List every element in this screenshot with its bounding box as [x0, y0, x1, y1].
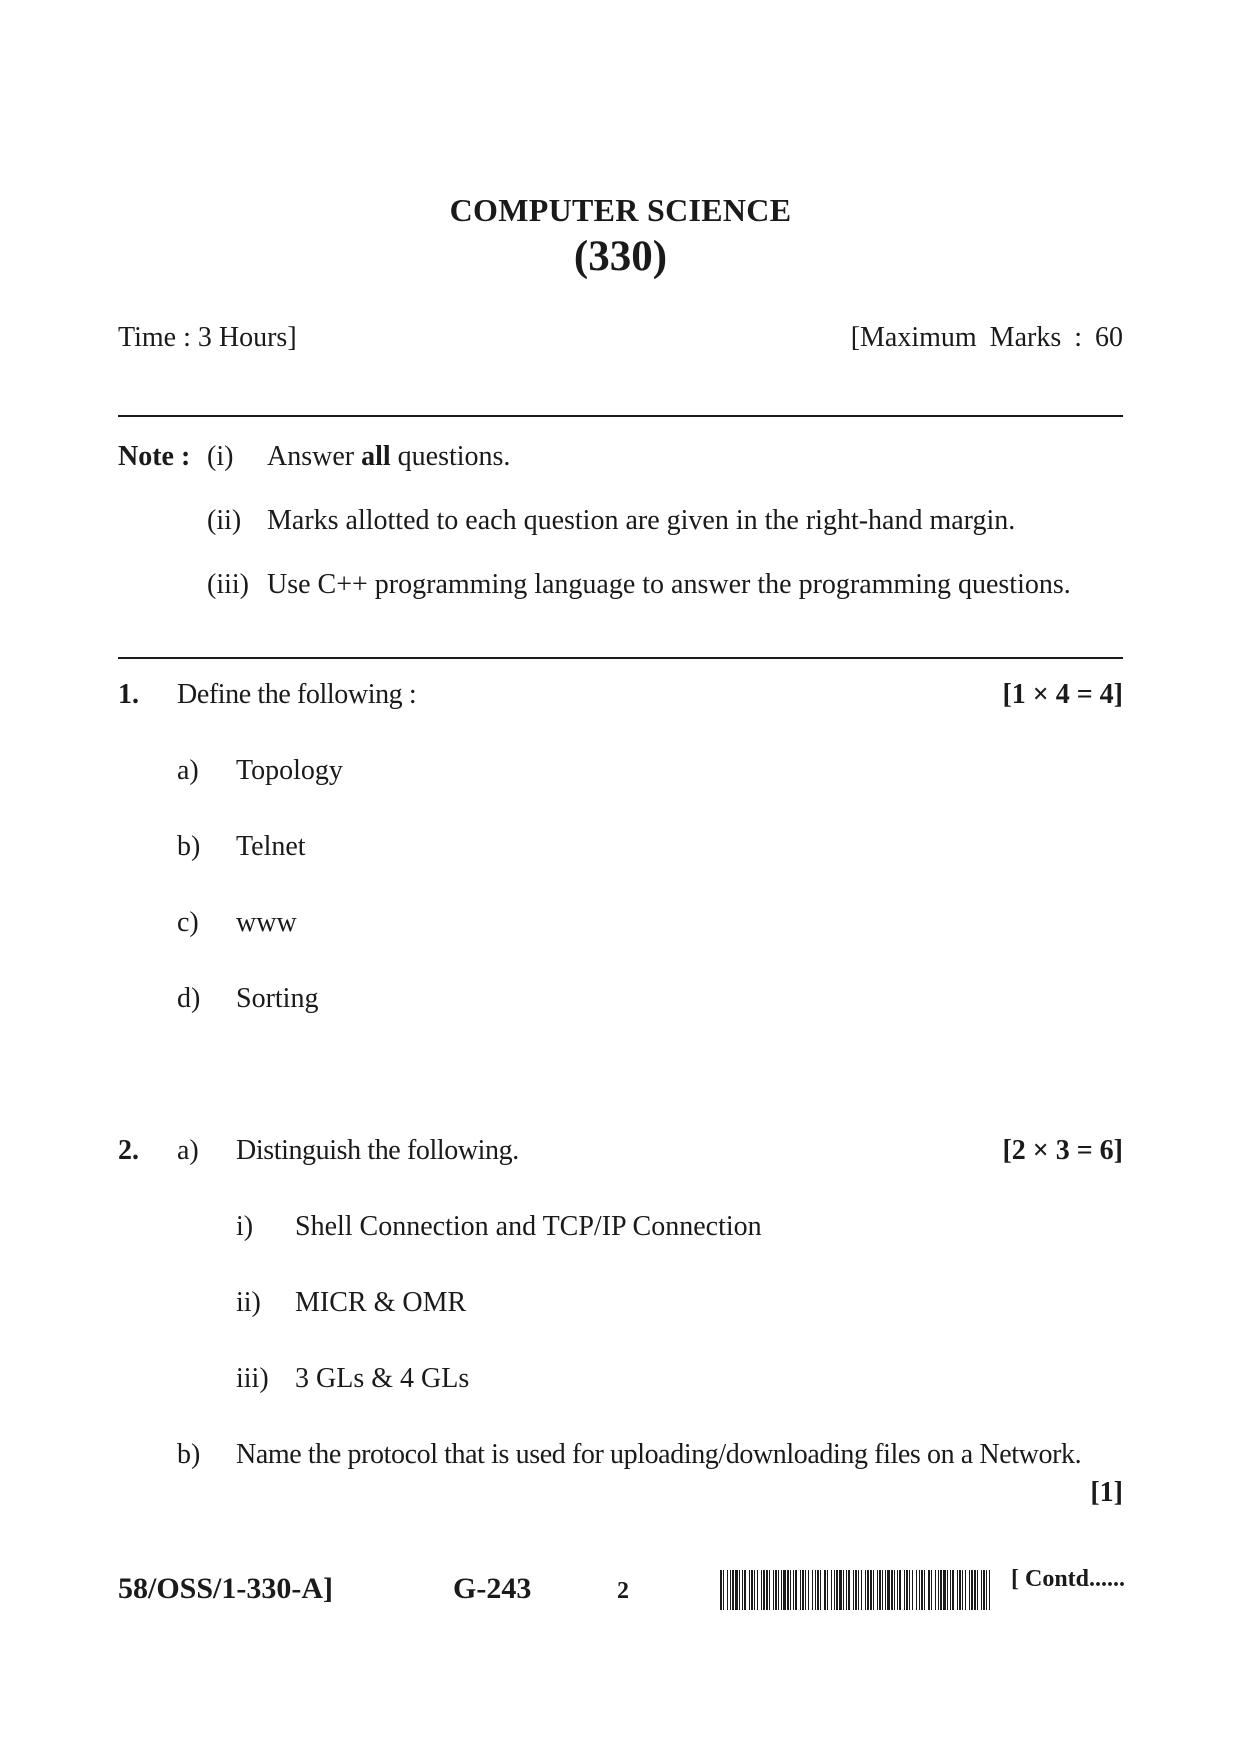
- note-text-emphasis: all: [361, 441, 391, 472]
- barcode-bar: [931, 1570, 932, 1610]
- barcode-bar: [965, 1570, 966, 1610]
- sub-item-text: Sorting: [236, 983, 319, 1014]
- barcode-bar: [761, 1570, 762, 1610]
- barcode-bar: [924, 1570, 925, 1610]
- barcode-bar: [981, 1570, 982, 1610]
- barcode-bar: [751, 1570, 753, 1610]
- barcode-bar: [824, 1570, 826, 1610]
- barcode-bar: [855, 1570, 857, 1610]
- note-text-part: Answer: [267, 441, 362, 472]
- barcode-bar: [836, 1570, 838, 1610]
- continued-marker: [ Contd......: [1011, 1566, 1126, 1592]
- barcode-bar: [735, 1570, 738, 1610]
- barcode-bar: [873, 1570, 874, 1610]
- time-allowed: Time : 3 Hours]: [118, 322, 297, 353]
- barcode-bar: [921, 1570, 923, 1610]
- barcode-bar: [723, 1570, 724, 1610]
- barcode-bar: [817, 1570, 819, 1610]
- divider: [118, 415, 1123, 417]
- barcode-bar: [853, 1570, 854, 1610]
- sub-question-label: a): [177, 1135, 199, 1166]
- barcode-bar: [969, 1570, 970, 1610]
- barcode-bar: [773, 1570, 774, 1610]
- note-item-text: [267, 441, 510, 473]
- barcode-bar: [775, 1570, 777, 1610]
- barcode-bar: [763, 1570, 765, 1610]
- barcode: [720, 1570, 990, 1610]
- barcode-bar: [928, 1570, 930, 1610]
- sub-item-text: MICR & OMR: [295, 1287, 467, 1318]
- question-text: Define the following :: [177, 679, 417, 710]
- barcode-bar: [912, 1570, 913, 1610]
- barcode-bar: [754, 1570, 755, 1610]
- maximum-marks: [Maximum Marks : 60: [850, 322, 1123, 353]
- barcode-bar: [815, 1570, 816, 1610]
- barcode-bar: [739, 1570, 740, 1610]
- sub-item-label: a): [177, 755, 199, 786]
- barcode-bar: [952, 1570, 954, 1610]
- barcode-bar: [766, 1570, 768, 1610]
- barcode-bar: [843, 1570, 844, 1610]
- barcode-bar: [727, 1570, 728, 1610]
- question-marks: [2 × 3 = 6]: [1002, 1135, 1123, 1166]
- barcode-bar: [950, 1570, 951, 1610]
- barcode-bar: [846, 1570, 847, 1610]
- barcode-bar: [861, 1570, 862, 1610]
- barcode-bar: [879, 1570, 881, 1610]
- barcode-bar: [904, 1570, 905, 1610]
- sub-question-label: b): [177, 1439, 201, 1470]
- barcode-bar: [882, 1570, 883, 1610]
- note-item-number: (ii): [207, 505, 242, 536]
- barcode-bar: [938, 1570, 939, 1610]
- barcode-bar: [957, 1570, 958, 1610]
- barcode-bar: [983, 1570, 985, 1610]
- barcode-bar: [894, 1570, 895, 1610]
- barcode-bar: [867, 1570, 869, 1610]
- sub-item-label: c): [177, 907, 199, 938]
- barcode-bar: [730, 1570, 731, 1610]
- note-item-number: (i): [207, 441, 234, 472]
- note-item-text: Use C++ programming language to answer the programming questions.: [267, 569, 1071, 600]
- sub-item-label: b): [177, 831, 201, 862]
- divider: [118, 657, 1123, 659]
- paper-code: 58/OSS/1-330-A]: [118, 1572, 334, 1605]
- barcode-bar: [827, 1570, 828, 1610]
- barcode-bar: [749, 1570, 750, 1610]
- sub-item-text: www: [236, 907, 297, 938]
- sub-item-label: i): [236, 1211, 254, 1242]
- note-item-text: Marks allotted to each question are given in the right-hand margin.: [267, 505, 1016, 536]
- barcode-bar: [877, 1570, 878, 1610]
- sub-item-label: ii): [236, 1287, 261, 1318]
- barcode-bar: [887, 1570, 890, 1610]
- sub-question-text: Name the protocol that is used for uploading/downloading files on a Network.: [236, 1439, 1082, 1470]
- barcode-bar: [865, 1570, 866, 1610]
- subject-title: COMPUTER SCIENCE: [449, 192, 792, 228]
- barcode-bar: [820, 1570, 821, 1610]
- barcode-bar: [885, 1570, 886, 1610]
- barcode-bar: [802, 1570, 804, 1610]
- note-item-number: (iii): [207, 569, 249, 600]
- barcode-bar: [808, 1570, 809, 1610]
- barcode-bar: [891, 1570, 893, 1610]
- barcode-bar: [971, 1570, 973, 1610]
- barcode-bar: [783, 1570, 786, 1610]
- series-code: G-243: [453, 1572, 532, 1605]
- page-number: 2: [617, 1578, 629, 1604]
- barcode-bar: [848, 1570, 850, 1610]
- barcode-bar: [974, 1570, 976, 1610]
- barcode-bar: [986, 1570, 987, 1610]
- barcode-bar: [757, 1570, 758, 1610]
- question-number: 1.: [118, 679, 139, 710]
- note-label: Note :: [118, 441, 191, 472]
- barcode-bar: [839, 1570, 842, 1610]
- barcode-bar: [795, 1570, 797, 1610]
- barcode-bar: [787, 1570, 789, 1610]
- barcode-bar: [989, 1570, 990, 1610]
- barcode-bar: [977, 1570, 978, 1610]
- barcode-bar: [742, 1570, 743, 1610]
- barcode-bar: [940, 1570, 942, 1610]
- barcode-bar: [744, 1570, 746, 1610]
- barcode-bar: [909, 1570, 910, 1610]
- sub-item-text: Topology: [236, 755, 343, 786]
- barcode-bar: [769, 1570, 770, 1610]
- barcode-bar: [919, 1570, 920, 1610]
- sub-item-label: d): [177, 983, 201, 1014]
- barcode-bar: [897, 1570, 898, 1610]
- barcode-bar: [793, 1570, 794, 1610]
- question-marks: [1]: [1090, 1477, 1123, 1508]
- question-marks: [1 × 4 = 4]: [1002, 679, 1123, 710]
- sub-item-label: iii): [236, 1363, 269, 1394]
- sub-item-text: Telnet: [236, 831, 306, 862]
- subject-code: (330): [573, 233, 668, 280]
- sub-question-text: Distinguish the following.: [236, 1135, 519, 1166]
- barcode-bar: [781, 1570, 782, 1610]
- barcode-bar: [834, 1570, 835, 1610]
- barcode-bar: [858, 1570, 859, 1610]
- barcode-bar: [732, 1570, 734, 1610]
- barcode-bar: [870, 1570, 872, 1610]
- sub-item-text: Shell Connection and TCP/IP Connection: [295, 1211, 762, 1242]
- barcode-bar: [916, 1570, 917, 1610]
- sub-item-text: 3 GLs & 4 GLs: [295, 1363, 470, 1394]
- barcode-bar: [947, 1570, 948, 1610]
- barcode-bar: [959, 1570, 961, 1610]
- barcode-bar: [906, 1570, 908, 1610]
- barcode-bar: [831, 1570, 832, 1610]
- barcode-bar: [720, 1570, 722, 1610]
- barcode-bar: [943, 1570, 946, 1610]
- barcode-bar: [935, 1570, 936, 1610]
- barcode-bar: [805, 1570, 806, 1610]
- question-number: 2.: [118, 1135, 139, 1166]
- barcode-bar: [778, 1570, 779, 1610]
- barcode-bar: [800, 1570, 801, 1610]
- barcode-bar: [812, 1570, 813, 1610]
- barcode-bar: [899, 1570, 901, 1610]
- barcode-bar: [790, 1570, 791, 1610]
- note-text-part: questions.: [390, 441, 511, 472]
- barcode-bar: [962, 1570, 963, 1610]
